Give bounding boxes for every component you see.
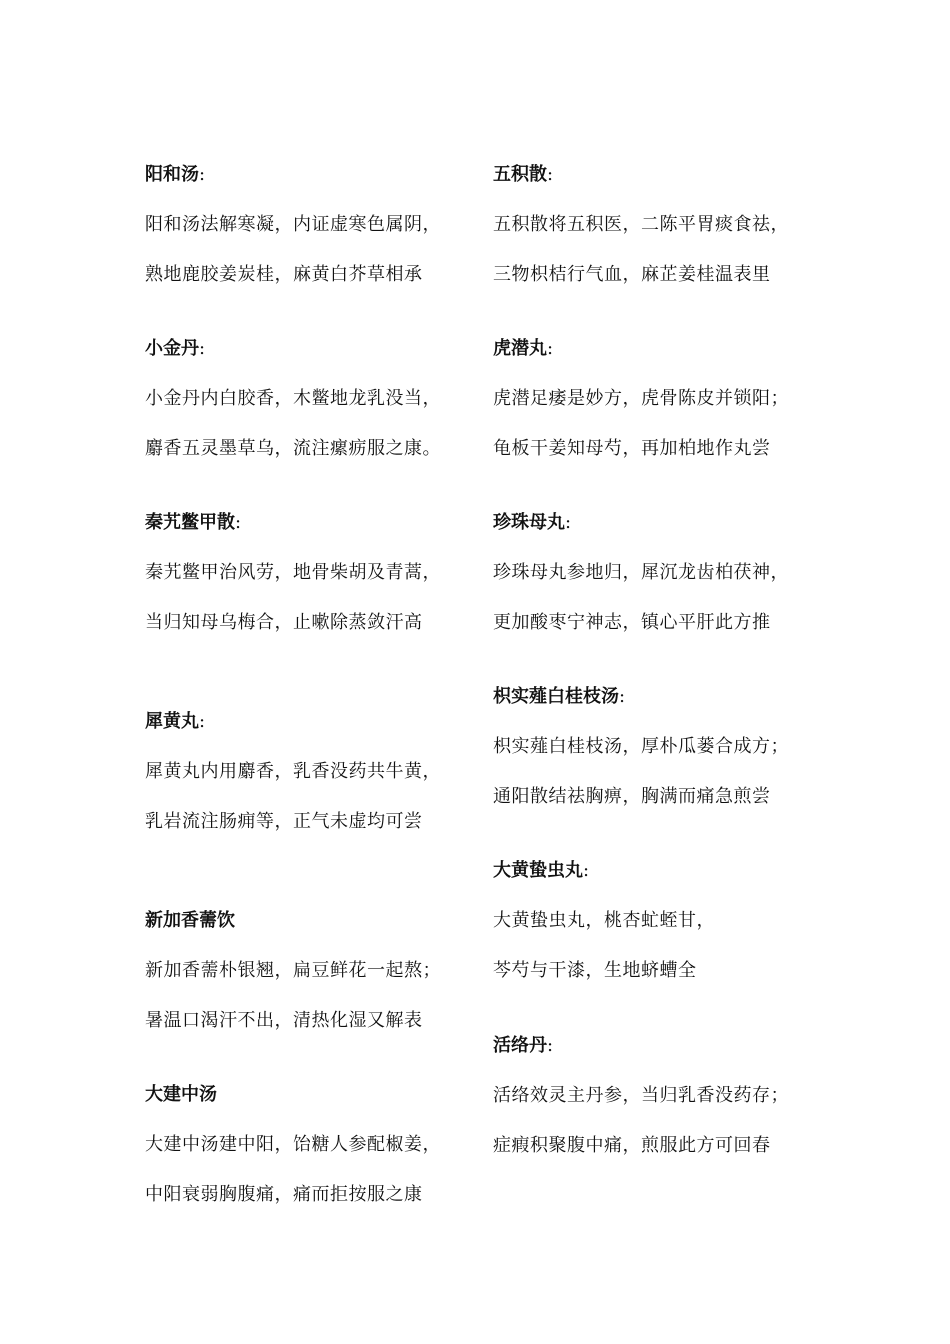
- verse-line: 乳岩流注肠痈等，正气未虚均可尝: [145, 811, 423, 832]
- formula-title: 大黄蛰虫丸:: [493, 860, 590, 881]
- formula-title: 虎潜丸:: [493, 338, 554, 359]
- verse-line: 暑温口渴汗不出，清热化湿又解表: [145, 1010, 423, 1031]
- verse-line: 虎潜足痿是妙方，虎骨陈皮并锁阳；: [493, 388, 789, 409]
- formula-title: 小金丹:: [145, 338, 206, 359]
- formula-title: 五积散:: [493, 164, 554, 185]
- formula-title: 新加香薷饮: [145, 910, 235, 931]
- verse-line: 中阳衰弱胸腹痛，痛而拒按服之康: [145, 1184, 423, 1205]
- verse-line: 枳实薤白桂枝汤，厚朴瓜蒌合成方；: [493, 736, 789, 757]
- formula-title: 大建中汤: [145, 1084, 217, 1105]
- formula-title: 枳实薤白桂枝汤:: [493, 686, 626, 707]
- verse-line: 新加香薷朴银翘，扁豆鲜花一起熬；: [145, 960, 441, 981]
- verse-line: 芩芍与干漆，生地蛴螬全: [493, 960, 697, 981]
- verse-line: 三物枳桔行气血，麻芷姜桂温表里: [493, 264, 771, 285]
- verse-line: 小金丹内白胶香，木鳖地龙乳没当，: [145, 388, 441, 409]
- formula-title: 犀黄丸:: [145, 711, 206, 732]
- verse-line: 症瘕积聚腹中痛，煎服此方可回春: [493, 1135, 771, 1156]
- formula-title: 活络丹:: [493, 1035, 554, 1056]
- verse-line: 更加酸枣宁神志，镇心平肝此方推: [493, 612, 771, 633]
- formula-title: 珍珠母丸:: [493, 512, 572, 533]
- verse-line: 活络效灵主丹参，当归乳香没药存；: [493, 1085, 789, 1106]
- verse-line: 熟地鹿胶姜炭桂，麻黄白芥草相承: [145, 264, 423, 285]
- verse-line: 阳和汤法解寒凝，内证虚寒色属阴，: [145, 214, 441, 235]
- verse-line: 麝香五灵墨草乌，流注瘰疬服之康。: [145, 438, 441, 459]
- formula-title: 阳和汤:: [145, 164, 206, 185]
- formula-title: 秦艽鳖甲散:: [145, 512, 242, 533]
- verse-line: 龟板干姜知母芍，再加柏地作丸尝: [493, 438, 771, 459]
- verse-line: 珍珠母丸参地归，犀沉龙齿柏茯神，: [493, 562, 789, 583]
- verse-line: 通阳散结祛胸痹，胸满而痛急煎尝: [493, 786, 771, 807]
- verse-line: 犀黄丸内用麝香，乳香没药共牛黄，: [145, 761, 441, 782]
- verse-line: 大黄蛰虫丸，桃杏虻蛭甘，: [493, 910, 715, 931]
- verse-line: 五积散将五积医，二陈平胃痰食祛，: [493, 214, 789, 235]
- verse-line: 秦艽鳖甲治风劳，地骨柴胡及青蒿，: [145, 562, 441, 583]
- verse-line: 大建中汤建中阳，饴糖人参配椒姜，: [145, 1134, 441, 1155]
- verse-line: 当归知母乌梅合，止嗽除蒸敛汗高: [145, 612, 423, 633]
